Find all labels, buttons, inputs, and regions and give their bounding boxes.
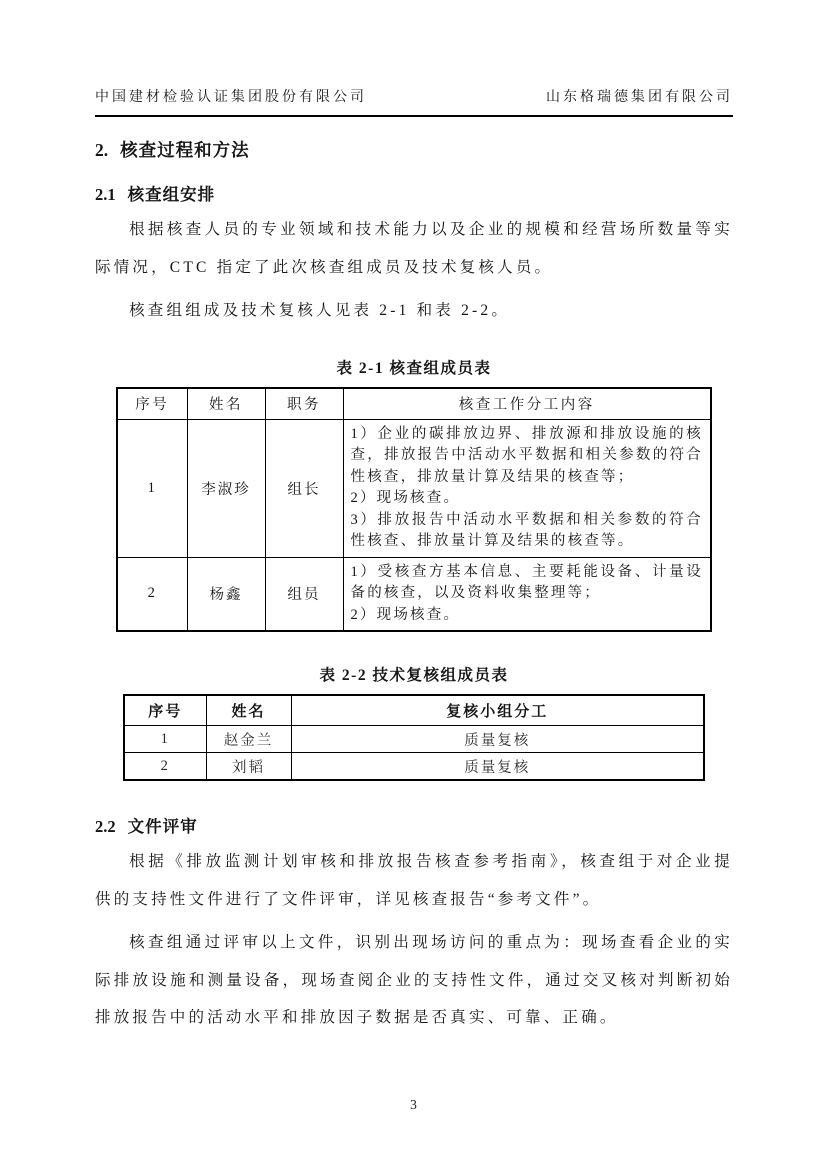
col-header-duty: 核查工作分工内容 [343, 388, 711, 420]
paragraph: 核查组通过评审以上文件，识别出现场访问的重点为：现场查看企业的实际排放设施和测量设备，现场查阅企业的支持性文件，通过交叉核对判断初始排放报告中的活动水平和排放因子数据是否真实、可靠、正确。 [95, 934, 733, 1026]
table-2-2-title: 表 2-2 技术复核组成员表 [319, 667, 509, 684]
paragraph: 核查组组成及技术复核人见表 2-1 和表 2-2。 [129, 302, 511, 319]
cell-name: 杨鑫 [187, 557, 265, 631]
page-header [95, 86, 733, 117]
header-company-right: 山东格瑞德集团有限公司 [546, 90, 733, 105]
cell-name: 李淑珍 [187, 419, 265, 557]
col-header-no: 序号 [117, 388, 187, 420]
cell-no: 1 [117, 419, 187, 557]
duty-item: 2）现场核查。 [350, 490, 461, 506]
cell-no: 2 [117, 557, 187, 631]
cell-no: 2 [124, 753, 206, 781]
verification-team-table [116, 387, 712, 633]
table-row [117, 419, 711, 557]
table-row [124, 753, 704, 781]
col-header-name: 姓名 [206, 695, 291, 726]
technical-review-table [123, 694, 705, 781]
section-2-1-heading [95, 181, 733, 205]
col-header-role: 职务 [265, 388, 343, 420]
page-number: 3 [410, 1097, 417, 1112]
duty-item: 2）现场核查。 [350, 606, 461, 623]
col-header-duty: 复核小组分工 [291, 695, 704, 726]
cell-role: 组长 [265, 419, 343, 557]
section-2-heading [95, 137, 733, 162]
cell-duty: 质量复核 [291, 753, 704, 781]
cell-name: 赵金兰 [206, 726, 291, 753]
section-2-number: 2. [95, 140, 109, 160]
table-row [117, 557, 711, 631]
cell-no: 1 [124, 726, 206, 753]
table-2-1-title: 表 2-1 核查组成员表 [336, 359, 492, 377]
duty-item: 3）排放报告中活动水平数据和相关参数的符合性核查、排放量计算及结果的核查等。 [350, 511, 703, 549]
cell-duty: 质量复核 [291, 726, 704, 753]
cell-duty [343, 557, 711, 631]
duty-item: 1）受核查方基本信息、主要耗能设备、计量设备的核查，以及资料收集整理等； [350, 563, 703, 601]
table-row [124, 726, 704, 753]
table-header-row [124, 695, 704, 726]
section-2-1-title: 核查组安排 [127, 185, 216, 204]
section-2-2-title: 文件评审 [127, 817, 198, 836]
table-header-row [117, 388, 711, 420]
header-company-left: 中国建材检验认证集团股份有限公司 [95, 90, 367, 105]
section-2-1-number: 2.1 [95, 185, 116, 204]
duty-item: 1）企业的碳排放边界、排放源和排放设施的核查，排放报告中活动水平数据和相关参数的符合性核查，排放量计算及结果的核查等； [350, 425, 703, 485]
section-2-title: 核查过程和方法 [120, 140, 250, 160]
section-2-2-heading [95, 813, 733, 837]
cell-role: 组员 [265, 557, 343, 631]
col-header-no: 序号 [124, 695, 206, 726]
section-2-2-number: 2.2 [95, 817, 116, 836]
paragraph: 根据《排放监测计划审核和排放报告核查参考指南》，核查组于对企业提供的支持性文件进行了文件评审，详见核查报告“参考文件”。 [95, 853, 733, 908]
paragraph: 根据核查人员的专业领域和技术能力以及企业的规模和经营场所数量等实际情况，CTC 指定了此次核查组成员及技术复核人员。 [95, 221, 733, 276]
cell-duty [343, 419, 711, 557]
col-header-name: 姓名 [187, 388, 265, 420]
cell-name: 刘韬 [206, 753, 291, 781]
